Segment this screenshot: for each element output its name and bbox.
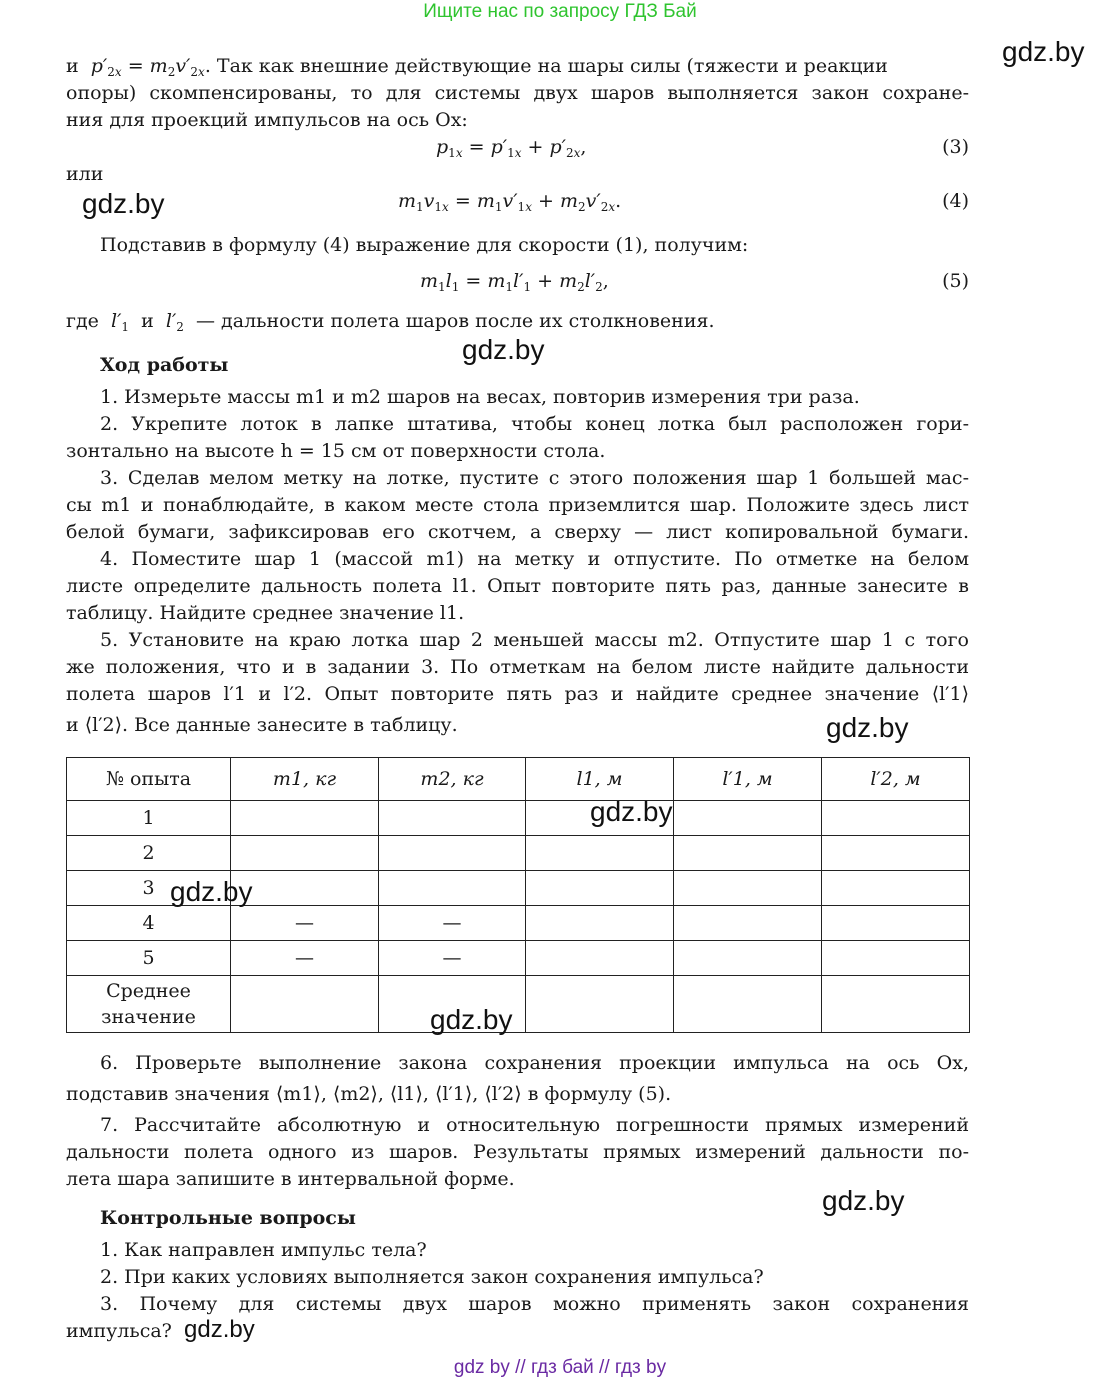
table-cell (526, 906, 674, 941)
table-header-cell: l1, м (526, 758, 674, 801)
equation-number: (3) (942, 136, 969, 158)
table-header-cell: m1, кг (231, 758, 379, 801)
table-cell (674, 871, 822, 906)
table-cell (379, 871, 526, 906)
table-cell: 1 (67, 801, 231, 836)
table-row (67, 801, 970, 836)
table-cell (674, 801, 822, 836)
step-5-line-4: и ⟨l′2⟩. Все данные занесите в таблицу. (66, 714, 458, 736)
table-header-cell: l′1, м (674, 758, 822, 801)
step-4-line-3: таблицу. Найдите среднее значение l1. (66, 602, 465, 624)
table-cell (231, 976, 379, 1033)
table-cell: — (379, 941, 526, 976)
table-cell (822, 976, 970, 1033)
table-cell (674, 906, 822, 941)
table-cell: — (231, 906, 379, 941)
step-4-line-1: 4. Поместите шар 1 (массой m1) на метку и отпустите. По отметке на белом (100, 548, 969, 570)
step-4-line-2: листе определите дальность полета l1. Опыт повторите пять раз, данные занесите в (66, 575, 969, 597)
table-cell (526, 836, 674, 871)
watermark: gdz.by (170, 876, 253, 907)
table-cell: 4 (67, 906, 231, 941)
step-7-line-1: 7. Рассчитайте абсолютную и относительную погрешности прямых измерений (100, 1114, 969, 1136)
intro-line-3: ния для проекций импульсов на ось Ox: (66, 109, 468, 131)
or-word: или (66, 163, 104, 185)
step-3-line-3: белой бумаги, зафиксировав его скотчем, а сверху — лист копировальной бумаги. (66, 521, 969, 543)
table-cell (379, 836, 526, 871)
table-cell: — (231, 941, 379, 976)
table-cell: 2 (67, 836, 231, 871)
table-header-cell: m2, кг (379, 758, 526, 801)
watermark: gdz.by (184, 1316, 255, 1343)
average-label-cell: Среднее значение (67, 976, 231, 1033)
where-line: где $l'_1$ и $l'_2$ — дальности полета шаров после их столкновения. (66, 310, 715, 334)
table-cell (231, 871, 379, 906)
table-cell (822, 906, 970, 941)
watermark: gdz.by (590, 796, 673, 827)
step-3-line-1: 3. Сделав мелом метку на лотке, пустите с этого положения шар 1 большей мас- (100, 467, 969, 489)
equation-4: $m_1v_{1x} = m_1v'_{1x} + m_2v'_{2x}$. (398, 190, 622, 214)
question-3-line-2: импульса? (66, 1320, 172, 1342)
table-cell (231, 801, 379, 836)
watermark: gdz.by (1002, 36, 1085, 67)
footer-links[interactable]: gdz by // гдз бай // гдз by (453, 1357, 667, 1378)
step-5-line-1: 5. Установите на краю лотка шар 2 меньшей массы m2. Отпустите шар 1 с того (100, 629, 969, 651)
watermark: gdz.by (826, 712, 909, 743)
table-average-row (67, 976, 970, 1033)
table-cell (526, 976, 674, 1033)
questions-heading: Контрольные вопросы (100, 1207, 356, 1229)
table-header-cell: № опыта (67, 758, 231, 801)
table-cell (526, 941, 674, 976)
question-3-line-1: 3. Почему для системы двух шаров можно применять закон сохранения (100, 1293, 969, 1315)
watermark: gdz.by (462, 334, 545, 365)
step-6-line-1: 6. Проверьте выполнение закона сохранения проекции импульса на ось Ox, (100, 1052, 969, 1074)
table-cell (674, 941, 822, 976)
table-header-row (67, 758, 970, 801)
watermark: gdz.by (430, 1004, 513, 1035)
table-cell (674, 976, 822, 1033)
step-2-line-1: 2. Укрепите лоток в лапке штатива, чтобы конец лотка был расположен гори- (100, 413, 969, 435)
intro-line-2: опоры) скомпенсированы, то для системы двух шаров выполняется закон сохране- (66, 82, 969, 104)
table-cell (526, 871, 674, 906)
step-3-line-2: сы m1 и понаблюдайте, в каком месте стола приземлится шар. Положите здесь лист (66, 494, 969, 516)
table-row (67, 836, 970, 871)
equation-number: (5) (942, 270, 969, 292)
substitution-line: Подставив в формулу (4) выражение для скорости (1), получим: (100, 234, 749, 256)
table-cell: 5 (67, 941, 231, 976)
question-2: 2. При каких условиях выполняется закон сохранения импульса? (100, 1266, 764, 1288)
table-cell (822, 801, 970, 836)
momentum-formula: $p'_{2x} = m_2v'_{2x}$ (90, 55, 205, 79)
equation-3: $p_{1x} = p'_{1x} + p'_{2x}$, (436, 136, 587, 160)
step-5-line-2: же положения, что и в задании 3. По отметкам на белом листе найдите дальности (66, 656, 969, 678)
watermark: gdz.by (82, 188, 165, 219)
step-2-line-2: зонтально на высоте h = 15 см от поверхности стола. (66, 440, 606, 462)
equation-number: (4) (942, 190, 969, 212)
table-row (67, 941, 970, 976)
question-1: 1. Как направлен импульс тела? (100, 1239, 427, 1261)
table-cell: 3 (67, 871, 231, 906)
top-banner[interactable]: Ищите нас по запросу ГДЗ Бай (423, 1, 697, 22)
table-header-cell: l′2, м (822, 758, 970, 801)
step-1: 1. Измерьте массы m1 и m2 шаров на весах, повторив измерения три раза. (100, 386, 860, 408)
equation-5: $m_1l_1 = m_1l'_1 + m_2l'_2$, (420, 270, 609, 294)
table-cell (674, 836, 822, 871)
step-7-line-3: лета шара запишите в интервальной форме. (66, 1168, 515, 1190)
table-cell (379, 801, 526, 836)
table-cell (822, 941, 970, 976)
table-cell (231, 836, 379, 871)
step-7-line-2: дальности полета одного из шаров. Результаты прямых измерений дальности по- (66, 1141, 969, 1163)
procedure-heading: Ход работы (100, 354, 229, 376)
table-cell (822, 871, 970, 906)
watermark: gdz.by (822, 1185, 905, 1216)
table-cell: — (379, 906, 526, 941)
step-6-line-2: подставив значения ⟨m1⟩, ⟨m2⟩, ⟨l1⟩, ⟨l′1⟩, ⟨l′2⟩ в формулу (5). (66, 1083, 672, 1105)
step-5-line-3: полета шаров l′1 и l′2. Опыт повторите пять раз и найдите среднее значение ⟨l′1⟩ (66, 683, 969, 705)
intro-line-1: и $p'_{2x} = m_2v'_{2x}$. Так как внешние действующие на шары силы (тяжести и реакции (66, 55, 888, 79)
table-cell (822, 836, 970, 871)
table-row (67, 906, 970, 941)
